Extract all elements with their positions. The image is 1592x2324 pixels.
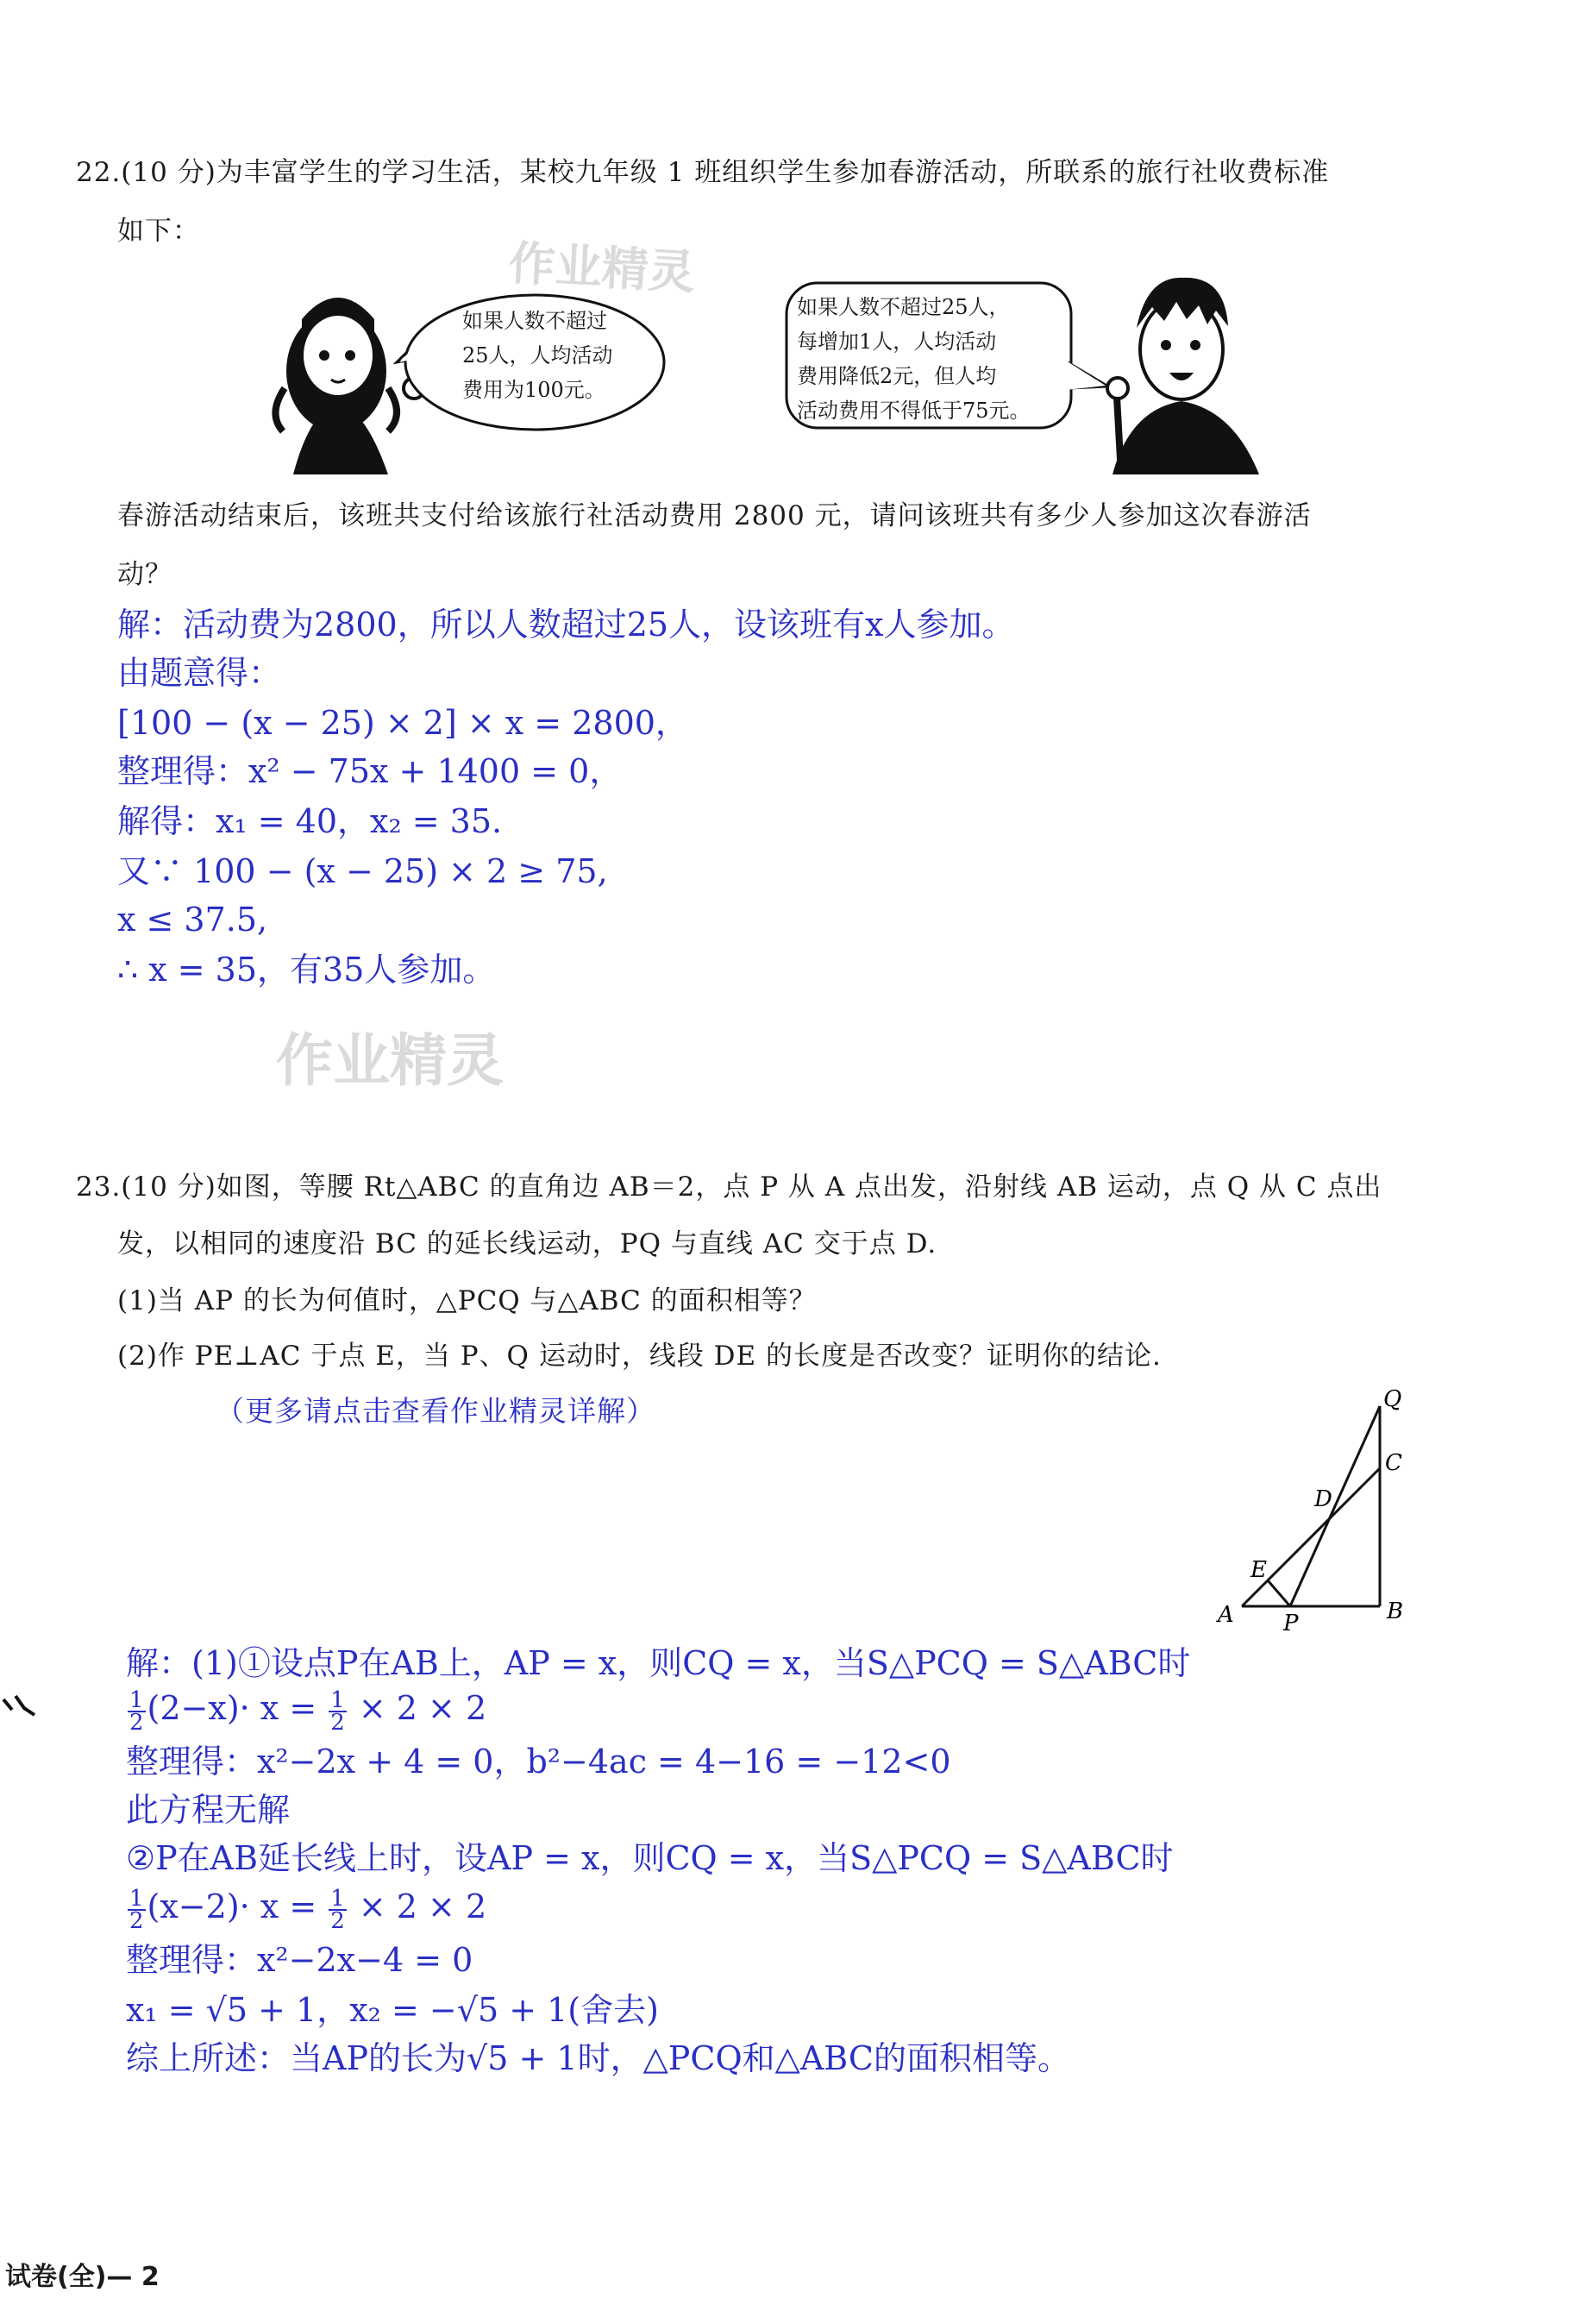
a22-line2: 由题意得： bbox=[117, 654, 282, 692]
right-bubble-line3: 费用降低2元，但人均 bbox=[797, 364, 997, 388]
right-bubble-line2: 每增加1人，人均活动 bbox=[797, 330, 997, 354]
a23-line6: $\frac{1}{2}$ (x−2)· x = $\frac{1}{2}$ × 2 × 2 bbox=[129, 1885, 487, 1934]
label-Q: Q bbox=[1383, 1386, 1402, 1412]
a22-line8: ∴ x = 35，有35人参加。 bbox=[117, 951, 496, 989]
label-P: P bbox=[1283, 1611, 1299, 1636]
label-E: E bbox=[1250, 1557, 1267, 1583]
cartoon-illustration bbox=[259, 259, 1259, 474]
a23-line2: $\frac{1}{2}$ (2−x)· x = $\frac{1}{2}$ × 2 × 2 bbox=[129, 1686, 487, 1736]
fraction-half-1: $\frac{1}{2}$ bbox=[129, 1686, 144, 1736]
watermark-top: 作业精灵 bbox=[507, 236, 697, 300]
a23-line7: 整理得：x²−2x−4 = 0 bbox=[126, 1941, 473, 1979]
margin-mark-icon bbox=[0, 1689, 43, 1724]
geometry-figure bbox=[1207, 1380, 1432, 1639]
a22-line4: 整理得：x² − 75x + 1400 = 0， bbox=[117, 752, 623, 790]
a23-line9: 综上所述：当AP的长为√5 + 1时，△PCQ和△ABC的面积相等。 bbox=[126, 2039, 1070, 2077]
q23-line4: (2)作 PE⊥AC 于点 E，当 P、Q 运动时，线段 DE 的长度是否改变？证明你的结论. bbox=[117, 1341, 1162, 1372]
a23-line4: 此方程无解 bbox=[126, 1791, 291, 1829]
a23-line5: ②P在AB延长线上时，设AP = x，则CQ = x，当S△PCQ = S△ABC时 bbox=[126, 1839, 1174, 1877]
fraction-half-4: $\frac{1}{2}$ bbox=[330, 1885, 345, 1934]
q22-line4: 动？ bbox=[117, 559, 172, 590]
fraction-half-3: $\frac{1}{2}$ bbox=[129, 1885, 144, 1934]
q23-line3: (1)当 AP 的长为何值时，△PCQ 与△ABC 的面积相等？ bbox=[117, 1285, 817, 1316]
label-C: C bbox=[1385, 1450, 1402, 1476]
label-A: A bbox=[1218, 1602, 1234, 1628]
boy-figure bbox=[1107, 278, 1259, 474]
label-B: B bbox=[1387, 1599, 1404, 1624]
label-D: D bbox=[1314, 1486, 1332, 1512]
a23-line3: 整理得：x²−2x + 4 = 0，b²−4ac = 4−16 = −12<0 bbox=[126, 1743, 951, 1781]
a22-line7: x ≤ 37.5, bbox=[117, 901, 268, 939]
left-bubble-line3: 费用为100元。 bbox=[462, 378, 605, 402]
girl-figure bbox=[275, 298, 424, 474]
a22-line3: [100 − (x − 25) × 2] × x = 2800， bbox=[117, 704, 688, 742]
a22-line5: 解得：x₁ = 40，x₂ = 35. bbox=[117, 802, 503, 840]
a23-line8: x₁ = √5 + 1，x₂ = −√5 + 1(舍去) bbox=[126, 1991, 659, 2029]
q23-line1: 23.(10 分)如图，等腰 Rt△ABC 的直角边 AB＝2，点 P 从 A 点出发，沿射线 AB 运动，点 Q 从 C 点出 bbox=[76, 1171, 1382, 1203]
q22-line1: 22.(10 分)为丰富学生的学习生活，某校九年级 1 班组织学生参加春游活动，所联系的旅行社收费标准 bbox=[76, 157, 1330, 188]
a22-line1: 解：活动费为2800，所以人数超过25人，设该班有x人参加。 bbox=[117, 606, 1015, 644]
more-details-link[interactable]: （更多请点击查看作业精灵详解） bbox=[216, 1394, 655, 1428]
q22-line2: 如下： bbox=[117, 216, 200, 247]
right-bubble-line1: 如果人数不超过25人， bbox=[797, 295, 1010, 319]
a22-line6: 又∵ 100 − (x − 25) × 2 ≥ 75, bbox=[117, 852, 608, 890]
q23-line2: 发，以相同的速度沿 BC 的延长线运动，PQ 与直线 AC 交于点 D. bbox=[117, 1228, 937, 1259]
left-bubble-line2: 25人，人均活动 bbox=[462, 343, 613, 367]
watermark-middle: 作业精灵 bbox=[276, 1027, 504, 1094]
left-bubble-line1: 如果人数不超过 bbox=[462, 309, 607, 333]
a23-line1: 解：(1)①设点P在AB上，AP = x，则CQ = x，当S△PCQ = S△ABC时 bbox=[126, 1644, 1191, 1682]
right-bubble-line4: 活动费用不得低于75元。 bbox=[797, 399, 1031, 423]
fraction-half-2: $\frac{1}{2}$ bbox=[330, 1686, 345, 1736]
q22-line3: 春游活动结束后，该班共支付给该旅行社活动费用 2800 元，请问该班共有多少人参加这次春游活 bbox=[117, 500, 1312, 531]
page-footer: 试卷(全)— 2 bbox=[5, 2262, 160, 2292]
